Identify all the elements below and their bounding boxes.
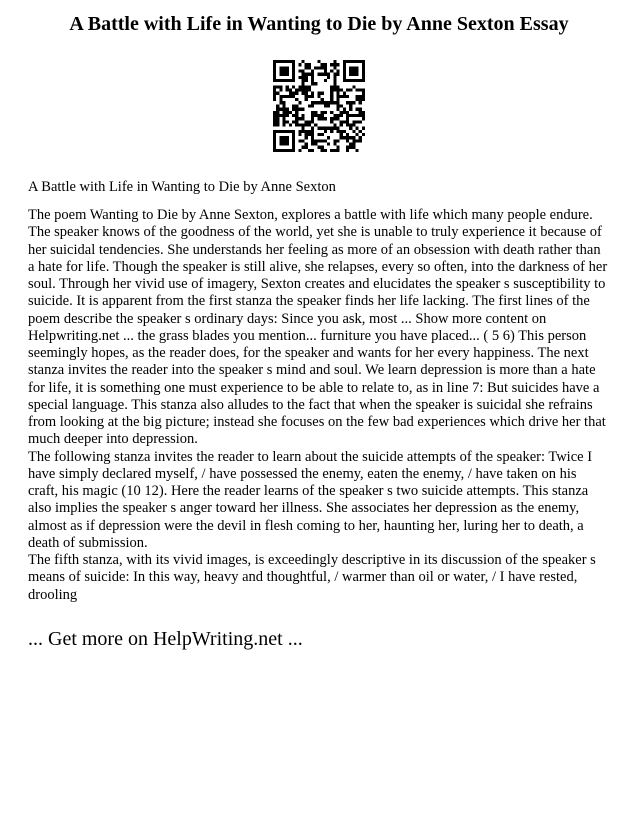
document-subtitle: A Battle with Life in Wanting to Die by Anne Sexton bbox=[28, 179, 336, 195]
body-paragraph: The fifth stanza, with its vivid images, is exceedingly descriptive in its discussion of the speaker s means of suicide: In this way, heavy and thoughtful, / warmer than oil or water, / I have rested, drooling bbox=[28, 552, 596, 603]
body-paragraph: The poem Wanting to Die by Anne Sexton, explores a battle with life which many people endure. The speaker knows of the goodness of the world, yet she is unable to truly experience it because of her suicidal tendencies. She understands her feeling as more of an obsession with death rather than a hate for life. Though the speaker is still alive, she relapses, every so often, into the darkness of her soul. Through her vivid use of imagery, Sexton creates and elucidates the speaker s susceptibility to suicide. It is apparent from the first stanza the speaker finds her life lacking. The first lines of the poem describe the speaker s ordinary days: Since you ask, most ... Show more content on Helpwriting.net ... the grass blades you mention... furniture you have placed... ( 5 6) This person seemingly hopes, as the reader does, for the speaker and wants for her every happiness. The next stanza invites the reader into the speaker s mind and soul. We learn depression is more than a hate for life, it is something one must experience to be able to relate to, as in line 7: But suicides have a special language. This stanza also alludes to the fact that when the speaker is suicidal she refrains from looking at the big picture; instead she focuses on the few bad experiences which drive her that much deeper into depression. bbox=[28, 207, 608, 448]
get-more-link[interactable]: ... Get more on HelpWriting.net ... bbox=[28, 627, 303, 650]
document-title: A Battle with Life in Wanting to Die by Anne Sexton Essay bbox=[69, 13, 569, 35]
qr-code-container bbox=[28, 60, 610, 152]
document-body bbox=[28, 207, 610, 604]
qr-code-icon bbox=[273, 60, 365, 152]
body-paragraph: The following stanza invites the reader to learn about the suicide attempts of the speaker: Twice I have simply declared myself, / have possessed the enemy, eaten the enemy, / have taken on his craft, his magic (10 12). Here the reader learns of the speaker s two suicide attempts. This stanza also implies the speaker s anger toward her illness. She associates her depression as the enemy, almost as if depression were the devil in flesh coming to her, haunting her, luring her to death, a death of submission. bbox=[28, 448, 593, 551]
